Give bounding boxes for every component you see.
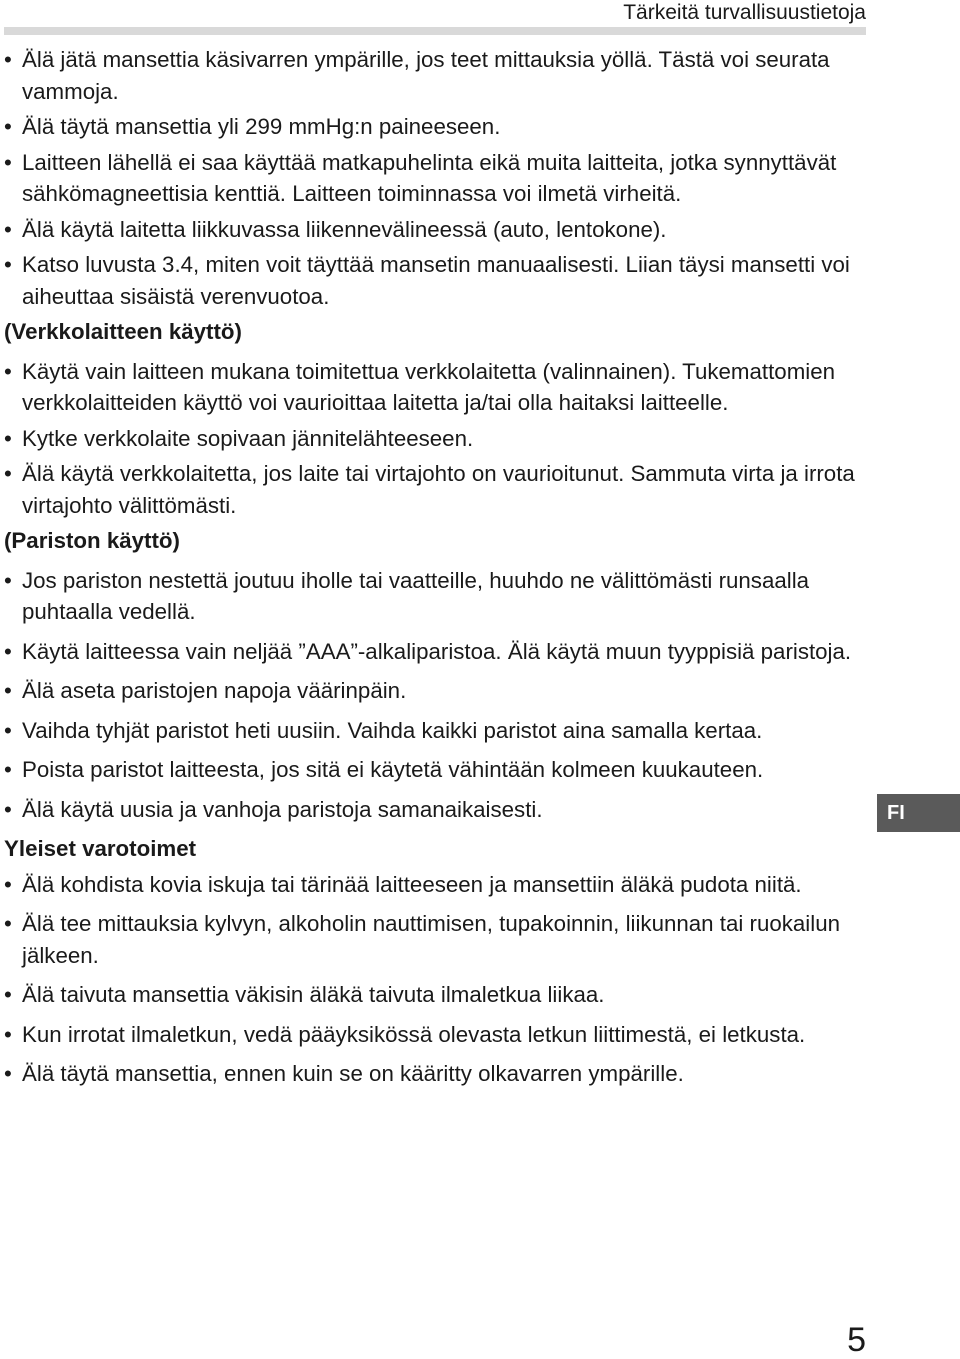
list-item-text: Katso luvusta 3.4, miten voit täyttää mansetin manuaalisesti. Liian täysi mansetti voi aiheuttaa sisäistä verenvuotoa. — [22, 252, 850, 309]
list-item-text: Älä käytä laitetta liikkuvassa liikennevälineessä (auto, lentokone). — [22, 216, 667, 242]
bullet-icon: • — [4, 47, 12, 72]
list-item-text: Poista paristot laitteesta, jos sitä ei käytetä vähintään kolmeen kuukauteen. — [22, 757, 764, 782]
list-item — [4, 754, 866, 786]
list-item-text: Älä käytä verkkolaitetta, jos laite tai virtajohto on vaurioitunut. Sammuta virta ja irrota virtajohto välittömästi. — [22, 461, 855, 518]
page-number: 5 — [847, 1321, 866, 1359]
list-item-text: Älä taivuta mansettia väkisin äläkä taivuta ilmaletkua liikaa. — [22, 982, 605, 1007]
bullet-icon: • — [4, 252, 12, 277]
list-item-text: Vaihda tyhjät paristot heti uusiin. Vaihda kaikki paristot aina samalla kertaa. — [22, 717, 763, 743]
list-item — [4, 111, 866, 143]
bullet-icon: • — [4, 638, 12, 664]
list-item-text: Jos pariston nestettä joutuu iholle tai vaatteille, huuhdo ne välittömästi runsaalla puhtaalla vedellä. — [22, 567, 810, 624]
bullet-icon: • — [4, 678, 12, 703]
list-item-text: Älä täytä mansettia yli 299 mmHg:n paineeseen. — [22, 114, 501, 139]
bullet-icon: • — [4, 216, 12, 242]
list-item-text: Käytä vain laitteen mukana toimitettua verkkolaitetta (valinnainen). Tukemattomien verkkolaitteiden käyttö voi vaurioittaa laitetta ja/tai olla haitaksi laitteelle. — [22, 358, 836, 415]
list-item-text: Älä kohdista kovia iskuja tai tärinää laitteeseen ja mansettiin äläkä pudota niitä. — [22, 871, 802, 897]
list-item — [4, 423, 866, 455]
bullet-icon: • — [4, 461, 12, 486]
list-item — [4, 636, 866, 668]
list-item — [4, 715, 866, 747]
bullet-icon: • — [4, 425, 12, 451]
bullet-icon: • — [4, 796, 12, 822]
bullet-icon: • — [4, 567, 12, 593]
bullet-icon: • — [4, 114, 12, 139]
list-item — [4, 675, 866, 707]
bullet-icon: • — [4, 1021, 12, 1047]
document-body — [4, 44, 866, 1094]
list-item-text: Älä käytä uusia ja vanhoja paristoja samanaikaisesti. — [22, 796, 543, 822]
list-item — [4, 979, 866, 1011]
list-item — [4, 214, 866, 246]
bullet-icon: • — [4, 911, 12, 936]
section-heading-general: Yleiset varotoimet — [4, 836, 197, 861]
list-item — [4, 565, 866, 628]
list-item — [4, 869, 866, 901]
bullet-icon: • — [4, 149, 12, 175]
header-divider-bar — [4, 27, 866, 35]
list-item — [4, 44, 866, 107]
list-item — [4, 458, 866, 521]
list-item-text: Älä aseta paristojen napoja väärinpäin. — [22, 678, 407, 703]
list-item-text: Käytä laitteessa vain neljää ”AAA”-alkaliparistoa. Älä käytä muun tyyppisiä paristoja. — [22, 638, 852, 664]
list-item-text: Älä jätä mansettia käsivarren ympärille, jos teet mittauksia yöllä. Tästä voi seurata vammoja. — [22, 47, 830, 104]
list-item — [4, 356, 866, 419]
section-heading-battery: (Pariston käyttö) — [4, 528, 180, 553]
bullet-icon: • — [4, 1061, 12, 1086]
page-header-title: Tärkeitä turvallisuustietoja — [623, 1, 866, 24]
section-heading-adapter: (Verkkolaitteen käyttö) — [4, 319, 242, 344]
list-item — [4, 1019, 866, 1051]
language-tab: FI — [877, 794, 960, 832]
list-item — [4, 249, 866, 312]
list-item — [4, 1058, 866, 1090]
list-item-text: Älä tee mittauksia kylvyn, alkoholin nauttimisen, tupakoinnin, liikunnan tai ruokailun jälkeen. — [22, 911, 841, 968]
list-item-text: Älä täytä mansettia, ennen kuin se on kääritty olkavarren ympärille. — [22, 1061, 684, 1086]
list-item — [4, 794, 866, 826]
list-item-text: Kun irrotat ilmaletkun, vedä pääyksikössä olevasta letkun liittimestä, ei letkusta. — [22, 1021, 806, 1047]
bullet-icon: • — [4, 871, 12, 897]
list-item — [4, 908, 866, 971]
bullet-icon: • — [4, 982, 12, 1007]
bullet-icon: • — [4, 717, 12, 743]
list-item-text: Kytke verkkolaite sopivaan jännitelähteeseen. — [22, 425, 474, 451]
bullet-icon: • — [4, 757, 12, 782]
bullet-icon: • — [4, 358, 12, 384]
list-item — [4, 147, 866, 210]
list-item-text: Laitteen lähellä ei saa käyttää matkapuhelinta eikä muita laitteita, jotka synnyttävät sähkömagneettisia kenttiä. Laitteen toiminnassa voi ilmetä virheitä. — [22, 149, 837, 206]
